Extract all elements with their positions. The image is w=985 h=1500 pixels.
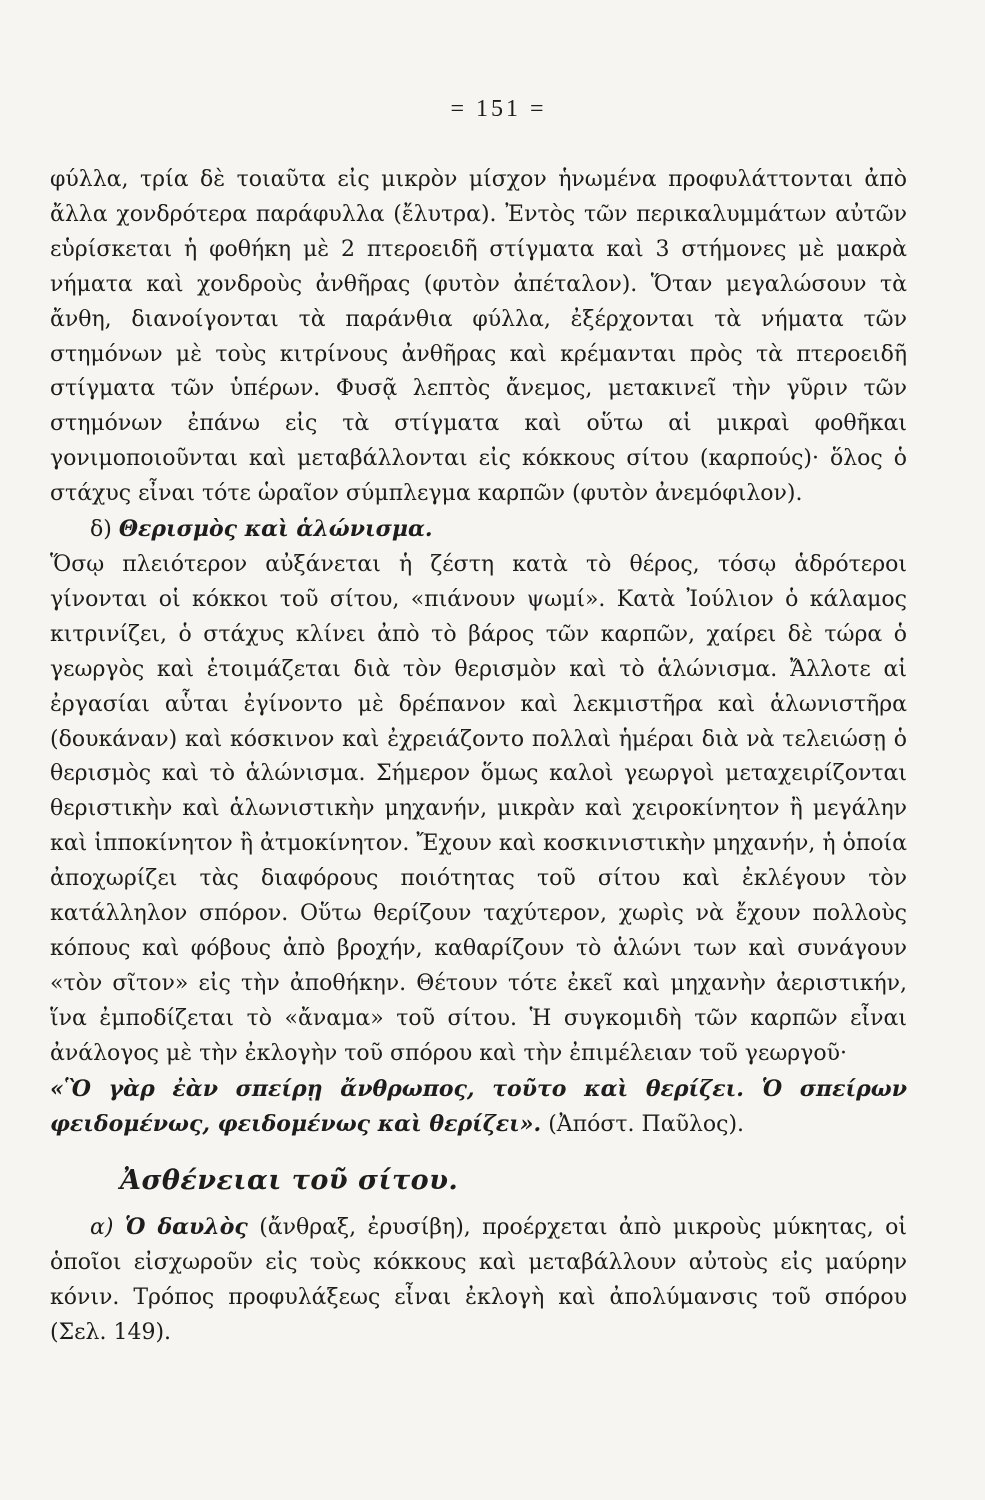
quote-source: (Ἀπόστ. Παῦλος).	[541, 1112, 745, 1138]
disease-label: α)	[90, 1215, 125, 1241]
section-label-harvest	[90, 512, 907, 548]
section-heading-diseases: Ἀσθένειαι τοῦ σίτου.	[120, 1165, 459, 1197]
paragraph-disease-a	[50, 1210, 907, 1351]
section-label-title: Θερισμὸς καὶ ἁλώνισμα.	[118, 516, 433, 543]
section-label-letter: δ)	[90, 517, 119, 543]
paragraph-flower-structure: φύλλα, τρία δὲ τοιαῦτα εἰς μικρὸν μίσχον ἡνωμένα προφυλάττονται ἀπὸ ἄλλα χονδρότερα παράφυλλα (ἔλυτρα). Ἐντὸς τῶν περικαλυμμάτων αὐτῶν εὑρίσκεται ἡ φοθήκη μὲ 2 πτεροειδῆ στίγματα καὶ 3 στήμονες μὲ μακρὰ νήματα καὶ χονδροὺς ἀνθῆρας (φυτὸν ἀπέταλον). Ὅταν μεγαλώσουν τὰ ἄνθη, διανοίγονται τὰ παράνθια φύλλα, ἐξέρχονται τὰ νήματα τῶν στημόνων μὲ τοὺς κιτρίνους ἀνθῆρας καὶ κρέμανται πρὸς τὰ πτεροειδῆ στίγματα τῶν ὑπέρων. Φυσᾷ λεπτὸς ἄνεμος, μετακινεῖ τὴν γῦριν τῶν στημόνων ἐπάνω εἰς τὰ στίγματα καὶ οὕτω αἱ μικραὶ φοθῆκαι γονιμοποιοῦνται καὶ μεταβάλλονται εἰς κόκκους σίτου (καρπούς)· ὅλος ὁ στάχυς εἶναι τότε ὡραῖον σύμπλεγμα καρπῶν (φυτὸν ἀνεμόφιλον).	[50, 167, 907, 507]
paragraph-harvest: Ὅσῳ πλειότερον αὐξάνεται ἡ ζέστη κατὰ τὸ θέρος, τόσῳ ἁδρότεροι γίνονται οἱ κόκκοι τοῦ σίτου, «πιάνουν ψωμί». Κατὰ Ἰούλιον ὁ κάλαμος κιτρινίζει, ὁ στάχυς κλίνει ἀπὸ τὸ βάρος τῶν καρπῶν, χαίρει δὲ τώρα ὁ γεωργὸς καὶ ἑτοιμάζεται διὰ τὸν θερισμὸν καὶ τὸ ἁλώνισμα. Ἄλλοτε αἱ ἐργασίαι αὗται ἐγίνοντο μὲ δρέπανον καὶ λεκμιστῆρα καὶ ἁλωνιστῆρα (δουκάναν) καὶ κόσκινον καὶ ἐχρειάζοντο πολλαὶ ἡμέραι διὰ νὰ τελειώσῃ ὁ θερισμὸς καὶ τὸ ἁλώνισμα. Σήμερον ὅμως καλοὶ γεωργοὶ μεταχειρίζονται θεριστικὴν καὶ ἁλωνιστικὴν μηχανήν, μικρὰν καὶ χειροκίνητον ἢ μεγάλην καὶ ἱπποκίνητον ἢ ἀτμοκίνητον. Ἔχουν καὶ κοσκινιστικὴν μηχανήν, ἡ ὁποία ἀποχωρίζει τὰς διαφόρους ποιότητας τοῦ σίτου καὶ ἐκλέγουν τὸν κατάλληλον σπόρον. Οὕτω θερίζουν ταχύτερον, χωρὶς νὰ ἔχουν πολλοὺς κόπους καὶ φόβους ἀπὸ βροχήν, καθαρίζουν τὸ ἁλώνι των καὶ συνάγουν «τὸν σῖτον» εἰς τὴν ἀποθήκην. Θέτουν τότε ἐκεῖ καὶ μηχανὴν ἀεριστικήν, ἵνα ἐμποδίζεται τὸ «ἄναμα» τοῦ σίτου. Ἡ συγκομιδὴ τῶν καρπῶν εἶναι ἀνάλογος μὲ τὴν ἐκλογὴν τοῦ σπόρου καὶ τὴν ἐπιμέλειαν τοῦ γεωργοῦ·	[50, 551, 907, 1066]
quote-text: «Ὃ γὰρ ἐὰν σπείρῃ ἄνθρωπος, τοῦτο καὶ θερίζει. Ὁ σπείρων φειδομένως, φειδομένως καὶ θερίζει».	[50, 1075, 907, 1138]
paragraph-quote	[50, 1072, 907, 1144]
disease-description: (ἄνθραξ, ἐρυσίβη), προέρχεται ἀπὸ μικροὺς μύκητας, οἱ ὁποῖοι εἰσχωροῦν εἰς τοὺς κόκκους καὶ μεταβάλλουν αὐτοὺς εἰς μαύρην κόνιν. Τρόπος προφυλάξεως εἶναι ἐκλογὴ καὶ ἀπολύμανσις τοῦ σπόρου (Σελ. 149).	[50, 1215, 907, 1346]
page-number: = 151 =	[450, 96, 547, 122]
disease-name: Ὁ δαυλὸς	[124, 1214, 248, 1241]
